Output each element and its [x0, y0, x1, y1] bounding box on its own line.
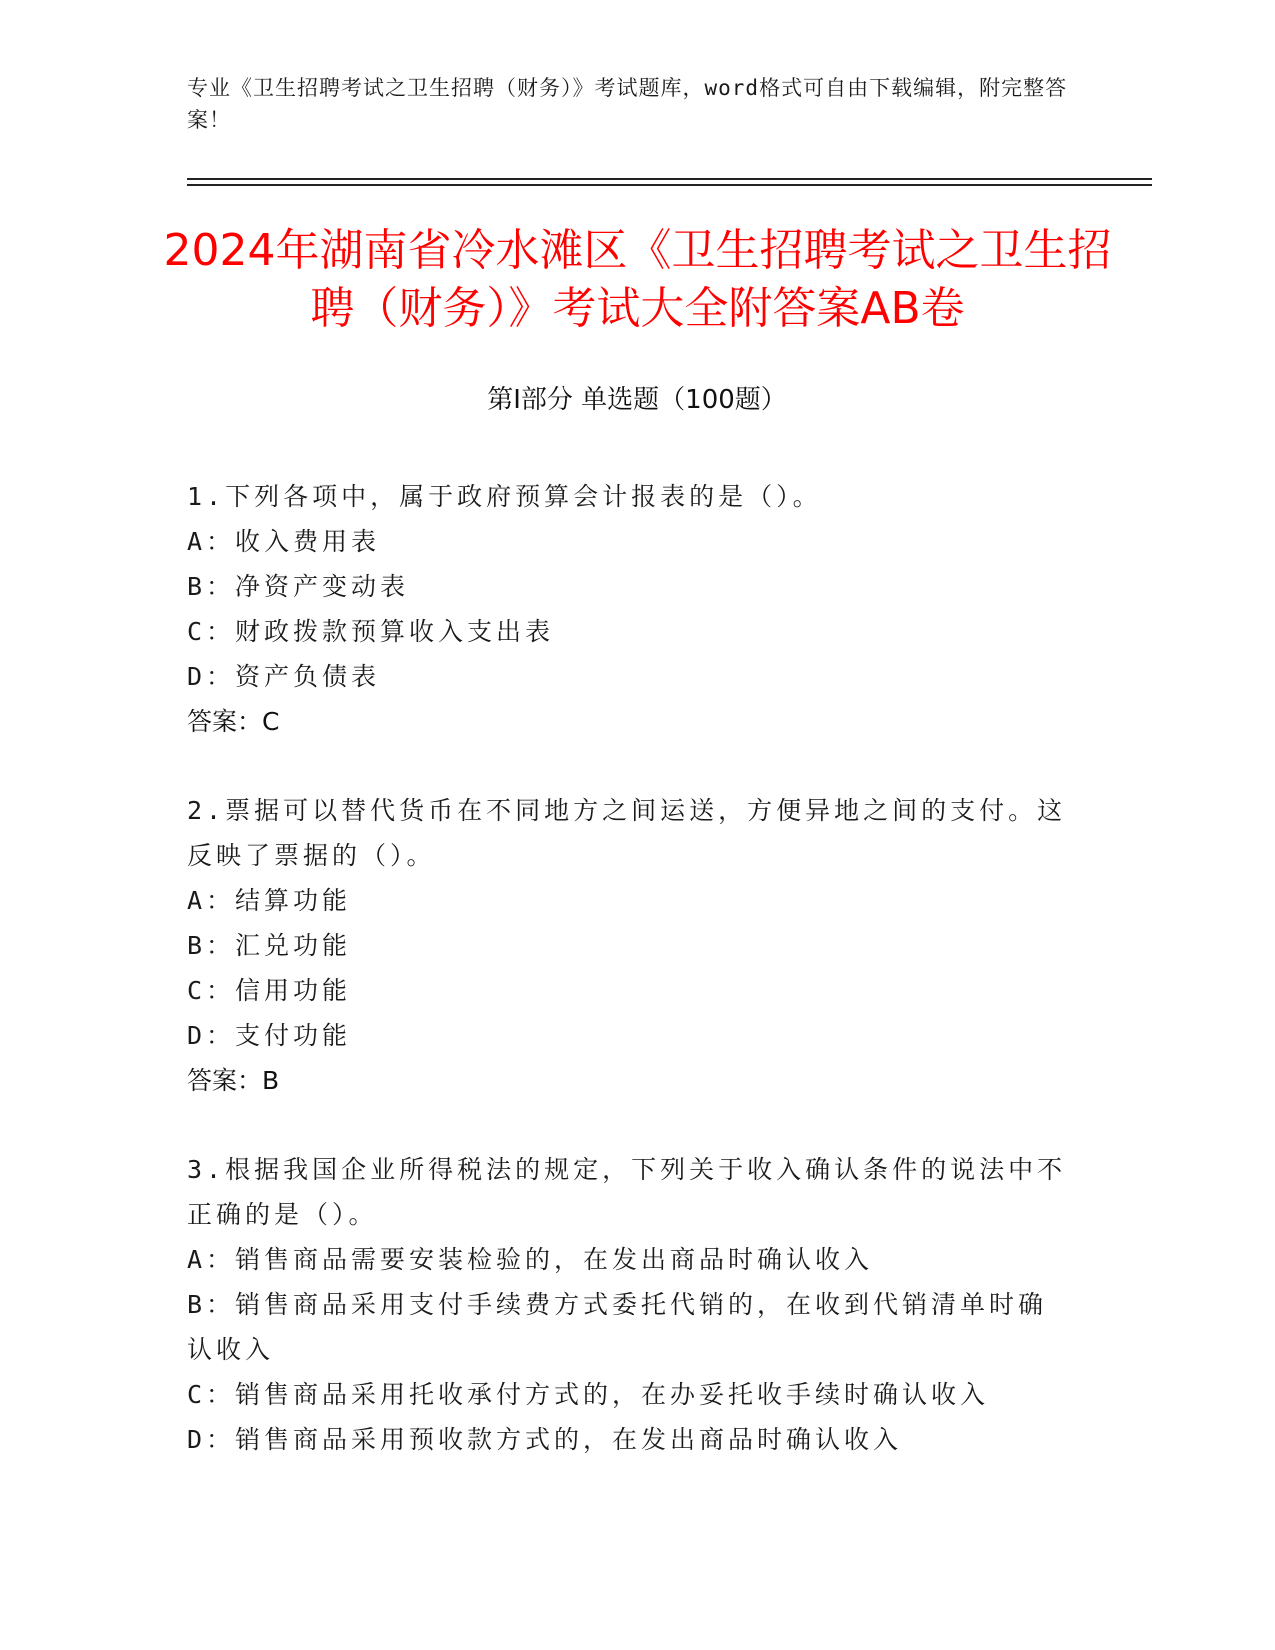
option-a: A：结算功能: [187, 886, 352, 915]
option-c: C：财政拨款预算收入支出表: [187, 617, 555, 646]
option-b: B：销售商品采用支付手续费方式委托代销的，在收到代销清单时确认收入: [187, 1290, 1048, 1364]
question-stem: 1.下列各项中，属于政府预算会计报表的是（）。: [187, 482, 822, 511]
option-c: C：信用功能: [187, 976, 352, 1005]
document-title: 2024年湖南省冷水滩区《卫生招聘考试之卫生招聘（财务）》考试大全附答案AB卷: [163, 225, 1112, 334]
header-divider-top: [187, 178, 1152, 180]
header-divider-bottom: [187, 184, 1152, 186]
option-d: D：销售商品采用预收款方式的，在发出商品时确认收入: [187, 1425, 903, 1454]
question-3: [187, 1147, 1067, 1462]
option-b: B：汇兑功能: [187, 931, 352, 960]
option-d: D：支付功能: [187, 1021, 352, 1050]
answer: 答案：C: [187, 707, 280, 736]
answer: 答案：B: [187, 1066, 280, 1095]
header-note: 专业《卫生招聘考试之卫生招聘（财务）》考试题库，word格式可自由下载编辑，附完整答案！: [187, 76, 1068, 132]
question-2: [187, 788, 1067, 1103]
option-d: D：资产负债表: [187, 662, 381, 691]
option-b: B：净资产变动表: [187, 572, 410, 601]
option-a: A：销售商品需要安装检验的，在发出商品时确认收入: [187, 1245, 874, 1274]
question-stem: 3.根据我国企业所得税法的规定，下列关于收入确认条件的说法中不正确的是（）。: [187, 1155, 1067, 1229]
question-stem: 2.票据可以替代货币在不同地方之间运送，方便异地之间的支付。这反映了票据的（）。: [187, 796, 1067, 870]
section-title: 第Ⅰ部分 单选题（100题）: [487, 385, 787, 415]
option-a: A：收入费用表: [187, 527, 381, 556]
question-1: [187, 474, 1067, 744]
question-list: [187, 474, 1067, 1506]
option-c: C：销售商品采用托收承付方式的，在办妥托收手续时确认收入: [187, 1380, 990, 1409]
